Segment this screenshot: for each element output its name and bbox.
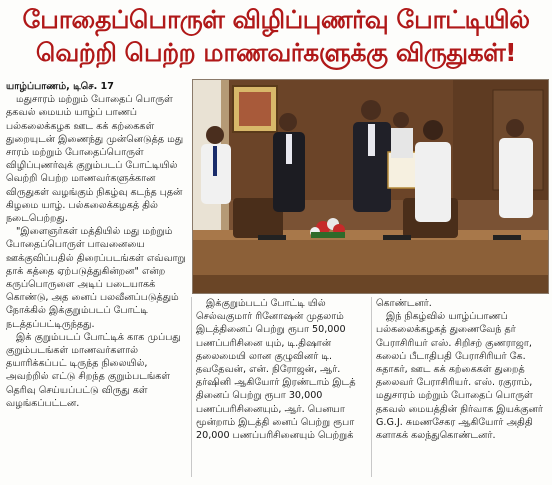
paragraph-6: இந் நிகழ்வில் யாழ்ப்பாணப் பல்கலைக்கழகத் துணைவேந் தர் பேராசிரியர் எஸ். சிறிசற் குணராஜா, கலைப் பீடாதிபதி பேராசிரியர் கே. சுதாகர், ஊட கக் கற்கைகள் துறைத் தலைவர் பேராசிரியர். எஸ். ரகுராம், மதுசாரம் மற்றும் போதைப் பொருள் தகவல் மையத்தின் நிர்வாக இயக்குனர் G.G.J. சுமணசேகர ஆகியோர் அதிதி களாகக் கலந்துகொண்டனர். bbox=[376, 311, 543, 442]
award-ceremony-photo bbox=[192, 79, 549, 294]
paragraph-4: இக்குறும்படப் போட்டி யில் செல்வகுமார் ரினோஷன் முதலாம் இடத்தினைப் பெற்று ரூபா 50,000 பணப்பரிசினை யும், டி.திஷான் தலைமையி லான குழுவினர் டி. தவதேவன், என். நிரோஜன், ஆர். தர்ஷினி ஆகியோர் இரண்டாம் இடத் தினைப் பெற்று ரூபா 30,000 பணப்பரிசினையும், ஆர். பெனயா மூன்றாம் இடத்தி னைப் பெற்று ரூபா 20,000 பணப்பரிசினையும் பெற்றுக் bbox=[196, 298, 356, 442]
paragraph-5: கொண்டனர். bbox=[376, 298, 432, 309]
headline-line-1: போதைப்பொருள் விழிப்புணர்வு போட்டியில் bbox=[22, 5, 530, 34]
column-divider bbox=[191, 297, 192, 477]
paragraph-1: மதுசாரம் மற்றும் போதைப் பொருள் தகவல் மையம் யாழ்ப் பாணப் பல்கலைக்கழக ஊட கக் கற்கைகள் துறையுடன் இணைந்து முன்னெடுத்த மது சாரம் மற்றும் போதைப்பொருள் விழிப்புணர்வுக் குறும்படப் போட்டியில் வெற்றி பெற்ற மாணவர்களுக்கான விருதுகள் வழங்கும் நிகழ்வு கடந்த புதன் கிழமை யாழ். பல்கலைக்கழகத் தில் நடைபெற்றது. bbox=[6, 94, 184, 225]
photo-illustration bbox=[193, 80, 548, 293]
paragraph-3: இக் குறும்படப் போட்டிக் காக முப்பது குறும்படங்கள் மாணவர்களால் தயாரிக்கப்பட் டிருந்த நிலையில், அவற்றில் எட்டு சிறந்த குறும்படங்கள் தெரிவு செய்யப்பட்டு விருது கள் வழங்கப்பட்டன. bbox=[6, 331, 181, 409]
headline-line-2: வெற்றி பெற்ற மாணவர்களுக்கு விருதுகள்! bbox=[35, 38, 517, 67]
article-column-3 bbox=[376, 297, 546, 482]
column-divider bbox=[371, 297, 372, 477]
article-column-2 bbox=[196, 297, 368, 482]
article-column-1 bbox=[6, 80, 186, 480]
paragraph-2: "இளைஞர்கள் மத்தியில் மது மற்றும் போதைப்பொருள் பாவனையை ஊக்குவிப்பதில் திரைப்படங்கள் எவ்வாறு தாக் கத்தை ஏற்படுத்துகின்றன" என்ற கருப்பொருளை அடிப் படையாகக் கொண்டு, அத னைப் பலவீனப்படுத்தும் நோக்கில் இக்குறும்படப் போட்டி நடத்தப்பட்டிருந்தது. bbox=[6, 226, 186, 330]
headline bbox=[0, 0, 552, 76]
dateline: யாழ்ப்பாணம், டிசெ. 17 bbox=[6, 81, 114, 92]
